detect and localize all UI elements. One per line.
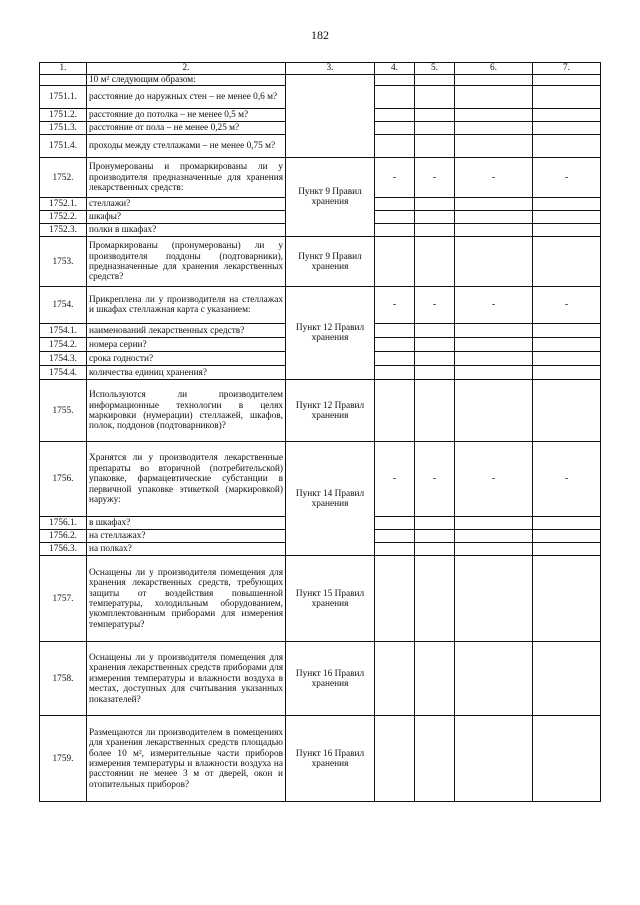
row-number: 1758. — [40, 642, 87, 716]
row-number: 1753. — [40, 237, 87, 287]
row-number — [40, 75, 87, 86]
row-number: 1751.4. — [40, 135, 87, 158]
row-mark: - — [415, 158, 455, 198]
row-question: 10 м² следующим образом: — [87, 75, 286, 86]
table-row — [40, 556, 601, 642]
row-question: Промаркированы (пронумерованы) ли у производителя поддоны (подтоварники), предназначенные для хранения лекарственных средств? — [87, 237, 286, 287]
row-question: Оснащены ли у производителя помещения для хранения лекарственных средств, требующих защиты от воздействия повышенной температуры, холодильным оборудованием, укомплектованным приборами для измерения температуры? — [87, 556, 286, 642]
header-col-1: 1. — [40, 63, 87, 75]
table-row — [40, 237, 601, 287]
row-number: 1755. — [40, 380, 87, 442]
row-mark: - — [533, 158, 601, 198]
row-number: 1751.3. — [40, 122, 87, 135]
row-mark: - — [375, 442, 415, 517]
row-number: 1751.2. — [40, 109, 87, 122]
row-reference: Пункт 9 Правил хранения — [286, 237, 375, 287]
header-col-2: 2. — [87, 63, 286, 75]
checklist-table — [39, 62, 601, 802]
row-question: расстояние до потолка – не менее 0,5 м? — [87, 109, 286, 122]
row-number: 1756.1. — [40, 517, 87, 530]
row-mark: - — [415, 442, 455, 517]
row-number: 1759. — [40, 716, 87, 802]
row-question: расстояние от пола – не менее 0,25 м? — [87, 122, 286, 135]
row-question: проходы между стеллажами – не менее 0,75 м? — [87, 135, 286, 158]
row-mark: - — [415, 287, 455, 324]
page-number: 182 — [311, 28, 329, 42]
row-number: 1752.2. — [40, 211, 87, 224]
row-question: Размещаются ли производителем в помещениях для хранения лекарственных средств площадью более 10 м², измерительные части приборов измерения температуры и влажности воздуха на расстоянии не менее 3 м от дверей, окон и отопительных приборов? — [87, 716, 286, 802]
row-reference: Пункт 9 Правил хранения — [286, 158, 375, 237]
header-col-5: 5. — [415, 63, 455, 75]
row-mark: - — [375, 158, 415, 198]
row-mark: - — [375, 287, 415, 324]
row-number: 1757. — [40, 556, 87, 642]
row-number: 1752.3. — [40, 224, 87, 237]
row-reference: Пункт 16 Правил хранения — [286, 642, 375, 716]
row-reference: Пункт 12 Правил хранения — [286, 287, 375, 380]
row-number: 1756. — [40, 442, 87, 517]
table-row — [40, 75, 601, 86]
row-question: срока годности? — [87, 352, 286, 366]
row-number: 1752. — [40, 158, 87, 198]
table-row — [40, 380, 601, 442]
table-row — [40, 287, 601, 324]
row-number: 1756.2. — [40, 530, 87, 543]
table-row — [40, 642, 601, 716]
row-reference: Пункт 12 Правил хранения — [286, 380, 375, 442]
row-number: 1756.3. — [40, 543, 87, 556]
row-mark: - — [455, 287, 533, 324]
header-row — [40, 63, 601, 75]
row-number: 1754.3. — [40, 352, 87, 366]
table-row — [40, 158, 601, 198]
row-number: 1752.1. — [40, 198, 87, 211]
row-reference: Пункт 14 Правил хранения — [286, 442, 375, 556]
row-question: шкафы? — [87, 211, 286, 224]
row-mark: - — [533, 287, 601, 324]
row-mark: - — [533, 442, 601, 517]
row-number: 1754.2. — [40, 338, 87, 352]
row-question: номера серии? — [87, 338, 286, 352]
row-question: стеллажи? — [87, 198, 286, 211]
row-number: 1751.1. — [40, 86, 87, 109]
table-row — [40, 442, 601, 517]
row-question: количества единиц хранения? — [87, 366, 286, 380]
row-question: расстояние до наружных стен – не менее 0,6 м? — [87, 86, 286, 109]
row-number: 1754.4. — [40, 366, 87, 380]
row-reference: Пункт 15 Правил хранения — [286, 556, 375, 642]
row-question: Оснащены ли у производителя помещения для хранения лекарственных средств приборами для измерения температуры и влажности воздуха в местах, доступных для считывания указанных показателей? — [87, 642, 286, 716]
row-mark: - — [455, 442, 533, 517]
row-question: Используются ли производителем информационные технологии в целях маркировки (нумерации) стеллажей, шкафов, полок, поддонов (подтоварников)? — [87, 380, 286, 442]
row-question: на полках? — [87, 543, 286, 556]
row-number: 1754.1. — [40, 324, 87, 338]
header-col-7: 7. — [533, 63, 601, 75]
row-question: наименований лекарственных средств? — [87, 324, 286, 338]
row-number: 1754. — [40, 287, 87, 324]
row-question: полки в шкафах? — [87, 224, 286, 237]
row-question: на стеллажах? — [87, 530, 286, 543]
row-question: Пронумерованы и промаркированы ли у производителя предназначенные для хранения лекарственных средств: — [87, 158, 286, 198]
header-col-4: 4. — [375, 63, 415, 75]
table-row — [40, 716, 601, 802]
row-question: Хранятся ли у производителя лекарственные препараты во вторичной (потребительской) упаковке, фармацевтические субстанции в первичной упаковке этикеткой (маркировкой) наружу: — [87, 442, 286, 517]
row-reference — [286, 75, 375, 158]
row-reference: Пункт 16 Правил хранения — [286, 716, 375, 802]
header-col-3: 3. — [286, 63, 375, 75]
row-question: в шкафах? — [87, 517, 286, 530]
header-col-6: 6. — [455, 63, 533, 75]
row-mark: - — [455, 158, 533, 198]
row-question: Прикреплена ли у производителя на стеллажах и шкафах стеллажная карта с указанием: — [87, 287, 286, 324]
